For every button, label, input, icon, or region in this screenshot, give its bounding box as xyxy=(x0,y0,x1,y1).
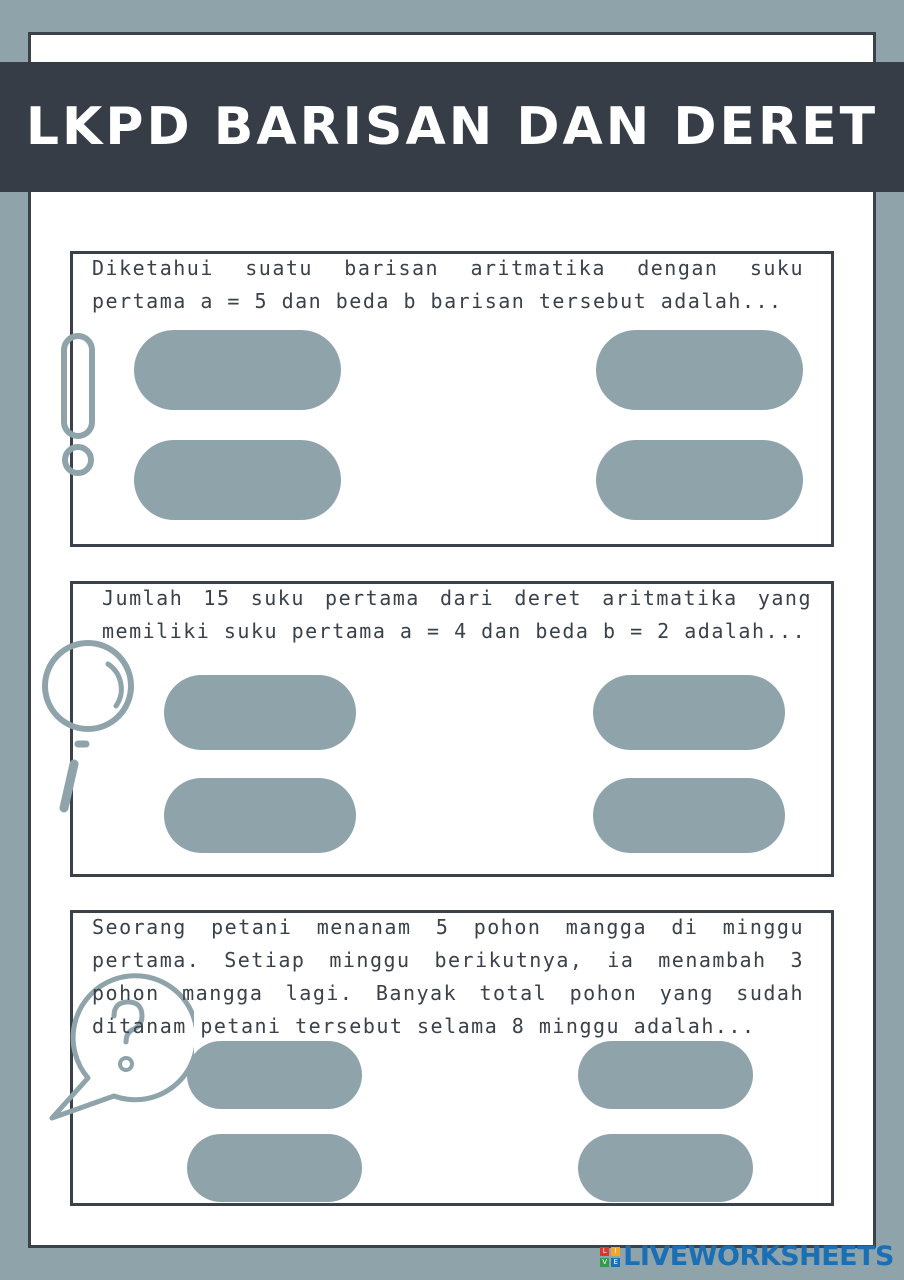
answer-option[interactable] xyxy=(187,1041,362,1109)
question-line: Jumlah 15 suku pertama dari deret aritmatika yang xyxy=(102,586,812,610)
answer-option[interactable] xyxy=(164,675,356,750)
question-line: memiliki suku pertama a = 4 dan beda b = 2 adalah... xyxy=(102,619,807,643)
answer-option[interactable] xyxy=(593,778,785,853)
liveworksheets-watermark xyxy=(600,1241,894,1272)
liveworksheets-logo-icon: L I V E xyxy=(600,1247,620,1267)
question-2-text xyxy=(102,582,812,648)
question-3-text xyxy=(92,911,804,1043)
answer-option[interactable] xyxy=(164,778,356,853)
answer-option[interactable] xyxy=(578,1041,753,1109)
answer-option[interactable] xyxy=(134,440,341,520)
question-line: pohon mangga lagi. Banyak total pohon yang sudah xyxy=(92,981,804,1005)
exclamation-icon xyxy=(58,332,98,482)
question-line: ditanam petani tersebut selama 8 minggu adalah... xyxy=(92,1014,756,1038)
answer-option[interactable] xyxy=(593,675,785,750)
answer-option[interactable] xyxy=(596,330,803,410)
page-title: LKPD BARISAN DAN DERET xyxy=(25,97,879,157)
answer-option[interactable] xyxy=(578,1134,753,1202)
question-line: pertama. Setiap minggu berikutnya, ia menambah 3 xyxy=(92,948,804,972)
answer-option[interactable] xyxy=(187,1134,362,1202)
question-line: Diketahui suatu barisan aritmatika dengan suku xyxy=(92,256,804,280)
answer-option[interactable] xyxy=(596,440,803,520)
question-1-text xyxy=(92,252,804,318)
watermark-text: LIVEWORKSHEETS xyxy=(623,1241,894,1272)
answer-option[interactable] xyxy=(134,330,341,410)
magnifier-icon xyxy=(36,636,146,816)
title-banner xyxy=(0,62,904,192)
question-line: pertama a = 5 dan beda b barisan tersebut adalah... xyxy=(92,289,783,313)
question-line: Seorang petani menanam 5 pohon mangga di minggu xyxy=(92,915,804,939)
